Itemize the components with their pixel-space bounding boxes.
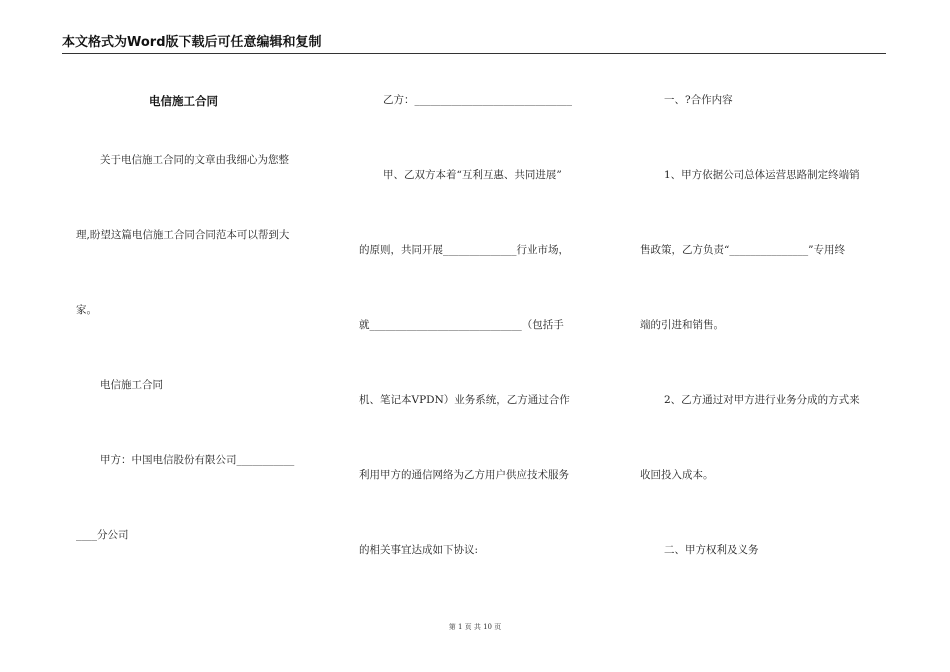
paragraph-line: 机、笔记本VPDN）业务系统，乙方通过合作 [359, 394, 570, 406]
paragraph-line: 2、乙方通过对甲方进行业务分成的方式来 [664, 394, 860, 406]
paragraph-line: ____分公司 [76, 529, 129, 541]
column-3 [640, 0, 890, 620]
paragraph-line: 关于电信施工合同的文章由我细心为您整 [100, 154, 289, 166]
paragraph-line: 端的引进和销售。 [640, 319, 724, 331]
paragraph-line: 1、甲方依据公司总体运营思路制定终端销 [664, 169, 860, 181]
document-title: 电信施工合同 [149, 94, 218, 108]
column-2 [359, 0, 609, 620]
paragraph-line: 就_____________________________（包括手 [359, 319, 564, 331]
paragraph-line: 收回投入成本。 [640, 469, 714, 481]
paragraph-line: 理,盼望这篇电信施工合同合同范本可以帮到大 [76, 229, 290, 241]
page-footer: 第 1 页 共 10 页 [448, 623, 502, 631]
section-heading: 二、甲方权利及义务 [664, 544, 759, 556]
paragraph-line: 利用甲方的通信网络为乙方用户供应技术服务 [359, 469, 569, 481]
header-text: 本文格式为Word版下载后可任意编辑和复制 [62, 35, 322, 50]
paragraph-line: 的相关事宜达成如下协议: [359, 544, 479, 556]
paragraph-line: 家。 [76, 304, 97, 316]
party-a-line: 甲方：中国电信股份有限公司___________ [100, 454, 295, 466]
paragraph-line: 甲、乙双方本着“互利互惠、共同进展” [383, 169, 562, 181]
subtitle-line: 电信施工合同 [100, 379, 163, 391]
paragraph-line: 的原则，共同开展______________行业市场， [359, 244, 569, 256]
party-b-line: 乙方：______________________________ [383, 94, 572, 106]
column-1 [76, 0, 326, 620]
section-heading: 一、?合作内容 [664, 94, 733, 106]
paragraph-line: 售政策，乙方负责“_______________”专用终 [640, 244, 845, 256]
